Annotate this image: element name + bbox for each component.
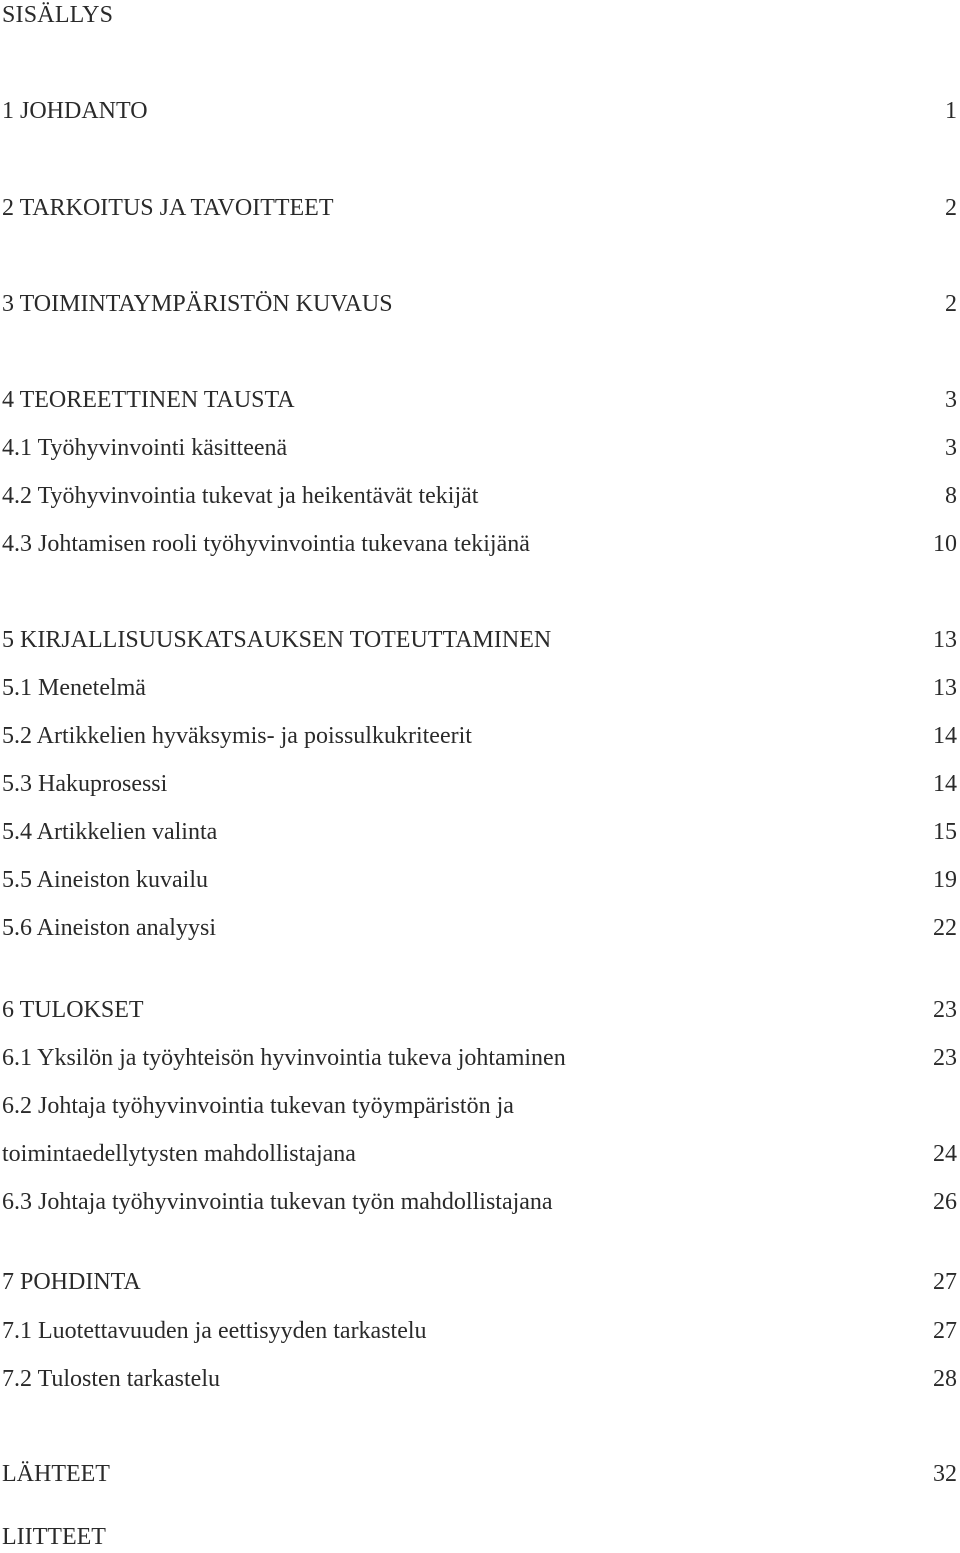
toc-entry-page-number: 2: [945, 291, 957, 317]
toc-entry: [0, 1363, 957, 1395]
toc-entry-page-number: 19: [933, 867, 957, 893]
toc-entry: [0, 1186, 957, 1218]
toc-entry-page-number: 23: [933, 997, 957, 1023]
toc-entry-page-number: 2: [945, 195, 957, 221]
toc-entry-label: 3 TOIMINTAYMPÄRISTÖN KUVAUS: [2, 291, 393, 317]
toc-entry: [0, 432, 957, 464]
toc-entry: [0, 1521, 957, 1553]
toc-entry-page-number: 24: [933, 1141, 957, 1167]
toc-entry-label: 5.3 Hakuprosessi: [2, 771, 168, 797]
toc-entry-label: 4.2 Työhyvinvointia tukevat ja heikentävät tekijät: [2, 483, 479, 509]
toc-entry-page-number: 28: [933, 1366, 957, 1392]
toc-entry: [0, 95, 957, 127]
toc-entry: [0, 1138, 957, 1170]
toc-entry-label: toimintaedellytysten mahdollistajana: [2, 1141, 356, 1167]
toc-entry-page-number: 10: [933, 531, 957, 557]
toc-entry: [0, 1266, 957, 1298]
page-title: SISÄLLYS: [2, 2, 114, 28]
toc-entry: [0, 1090, 957, 1122]
toc-entry-page-number: 32: [933, 1461, 957, 1487]
toc-entry-label: 4.1 Työhyvinvointi käsitteenä: [2, 435, 288, 461]
toc-entry-page-number: 13: [933, 627, 957, 653]
toc-entry-label: 6.3 Johtaja työhyvinvointia tukevan työn mahdollistajana: [2, 1189, 553, 1215]
toc-entry-label: 4 TEOREETTINEN TAUSTA: [2, 387, 295, 413]
toc-entry: [0, 1042, 957, 1074]
toc-entry-page-number: 14: [933, 723, 957, 749]
toc-entry: [0, 192, 957, 224]
toc-entry: [0, 816, 957, 848]
toc-entry: [0, 720, 957, 752]
toc-entry: [0, 1315, 957, 1347]
toc-entry: [0, 528, 957, 560]
toc-entry-label: 5.1 Menetelmä: [2, 675, 146, 701]
toc-entry-label: 5 KIRJALLISUUSKATSAUKSEN TOTEUTTAMINEN: [2, 627, 552, 653]
toc-entry-page-number: 3: [945, 435, 957, 461]
toc-entry-label: 5.5 Aineiston kuvailu: [2, 867, 208, 893]
toc-entry: [0, 672, 957, 704]
toc-entry-page-number: 27: [933, 1318, 957, 1344]
toc-entry-page-number: 22: [933, 915, 957, 941]
toc-entry-label: 7 POHDINTA: [2, 1269, 141, 1295]
toc-entry-label: 6 TULOKSET: [2, 997, 144, 1023]
toc-entry: [0, 384, 957, 416]
toc-entry-page-number: 15: [933, 819, 957, 845]
toc-entry-label: 5.6 Aineiston analyysi: [2, 915, 216, 941]
toc-entry: [0, 768, 957, 800]
toc-entry-page-number: 1: [945, 98, 957, 124]
toc-entry-label: 7.1 Luotettavuuden ja eettisyyden tarkastelu: [2, 1318, 427, 1344]
toc-entry-page-number: 23: [933, 1045, 957, 1071]
toc-entry-label: 4.3 Johtamisen rooli työhyvinvointia tukevana tekijänä: [2, 531, 530, 557]
toc-entry-label: 6.2 Johtaja työhyvinvointia tukevan työympäristön ja: [2, 1093, 514, 1119]
toc-entry-label: 1 JOHDANTO: [2, 98, 148, 124]
toc-entry-page-number: 13: [933, 675, 957, 701]
toc-entry: [0, 912, 957, 944]
toc-entry: [0, 624, 957, 656]
toc-entry-page-number: 14: [933, 771, 957, 797]
toc-entry: [0, 864, 957, 896]
toc-entry-label: 5.2 Artikkelien hyväksymis- ja poissulkukriteerit: [2, 723, 472, 749]
toc-entry: [0, 480, 957, 512]
toc-entry-label: 2 TARKOITUS JA TAVOITTEET: [2, 195, 334, 221]
toc-entry: [0, 288, 957, 320]
toc-entry-label: 6.1 Yksilön ja työyhteisön hyvinvointia tukeva johtaminen: [2, 1045, 566, 1071]
toc-entry: [0, 994, 957, 1026]
toc-entry-page-number: 8: [945, 483, 957, 509]
toc-entry: [0, 1458, 957, 1490]
toc-entry-label: LÄHTEET: [2, 1461, 110, 1487]
toc-entry-label: 7.2 Tulosten tarkastelu: [2, 1366, 221, 1392]
toc-entry-page-number: 27: [933, 1269, 957, 1295]
toc-entry-page-number: 3: [945, 387, 957, 413]
toc-entry-label: 5.4 Artikkelien valinta: [2, 819, 218, 845]
toc-entry-label: LIITTEET: [2, 1524, 106, 1550]
toc-entry-page-number: 26: [933, 1189, 957, 1215]
